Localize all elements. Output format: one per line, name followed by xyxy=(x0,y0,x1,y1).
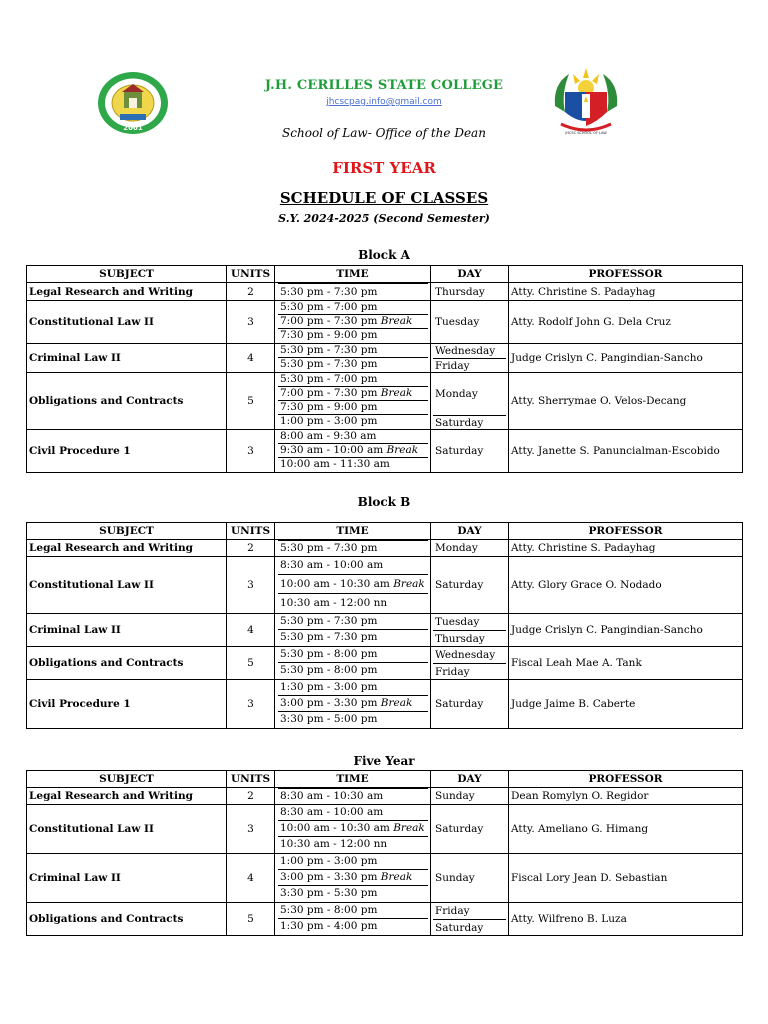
column-header-time: TIME xyxy=(275,266,431,283)
professor-cell: Fiscal Leah Mae A. Tank xyxy=(509,647,743,680)
table-row xyxy=(27,680,743,729)
day-label: Friday xyxy=(433,663,506,679)
units-cell: 4 xyxy=(227,854,275,903)
column-header-day: DAY xyxy=(431,266,509,283)
table-row xyxy=(27,373,743,430)
college-email-link[interactable]: jhcscpag.info@gmail.com xyxy=(326,97,442,107)
time-cell xyxy=(275,680,431,729)
year-level-title: FIRST YEAR xyxy=(332,159,436,177)
day-label: Sunday xyxy=(435,872,475,884)
time-cell xyxy=(275,854,431,903)
professor-cell: Judge Jaime B. Caberte xyxy=(509,680,743,729)
time-range: 10:30 am - 12:00 nn xyxy=(280,597,388,609)
day-label: Saturday xyxy=(435,579,484,591)
time-cell xyxy=(275,647,431,680)
professor-cell: Atty. Ameliano G. Himang xyxy=(509,805,743,854)
units-cell: 5 xyxy=(227,903,275,936)
time-range: 3:30 pm - 5:00 pm xyxy=(280,713,378,725)
column-header-professor: PROFESSOR xyxy=(509,523,743,540)
time-slot xyxy=(278,680,428,696)
day-cell xyxy=(431,854,509,903)
time-slot xyxy=(278,387,428,401)
time-slot xyxy=(278,540,428,556)
time-range: 5:30 pm - 7:30 pm xyxy=(280,542,378,554)
professor-cell: Fiscal Lory Jean D. Sebastian xyxy=(509,854,743,903)
time-slot xyxy=(278,415,428,429)
professor-cell: Atty. Janette S. Panuncialman-Escobido xyxy=(509,430,743,473)
units-cell: 5 xyxy=(227,647,275,680)
professor-cell: Atty. Christine S. Padayhag xyxy=(509,540,743,557)
column-header-subject: SUBJECT xyxy=(27,523,227,540)
time-range: 5:30 pm - 8:00 pm xyxy=(280,904,378,916)
time-range: 3:30 pm - 5:30 pm xyxy=(280,887,378,899)
time-slot xyxy=(278,401,428,415)
time-range: 10:00 am - 10:30 am xyxy=(280,578,390,590)
time-slot xyxy=(278,886,428,902)
time-slot xyxy=(278,344,428,358)
professor-cell: Judge Crislyn C. Pangindian-Sancho xyxy=(509,344,743,373)
day-label: Friday xyxy=(433,358,506,372)
time-slot xyxy=(278,696,428,712)
time-slot xyxy=(278,630,428,646)
time-slot xyxy=(278,805,428,821)
table-row xyxy=(27,854,743,903)
day-cell xyxy=(431,903,509,936)
subject-cell: Constitutional Law II xyxy=(27,557,227,614)
day-cell xyxy=(431,344,509,373)
schedule-title: SCHEDULE OF CLASSES xyxy=(279,189,489,207)
block-title: Block B xyxy=(357,495,411,509)
time-slot xyxy=(278,594,428,613)
office-title: School of Law- Office of the Dean xyxy=(282,126,486,140)
column-header-day: DAY xyxy=(431,523,509,540)
subject-cell: Civil Procedure 1 xyxy=(27,430,227,473)
day-cell xyxy=(431,540,509,557)
time-slot xyxy=(278,663,428,679)
day-cell xyxy=(431,680,509,729)
day-cell xyxy=(431,647,509,680)
table-row xyxy=(27,903,743,936)
time-range: 5:30 pm - 7:30 pm xyxy=(280,358,378,370)
time-range: 1:30 pm - 4:00 pm xyxy=(280,920,378,932)
subject-cell: Legal Research and Writing xyxy=(27,283,227,301)
column-header-units: UNITS xyxy=(227,771,275,788)
break-label: Break xyxy=(386,444,419,456)
day-cell xyxy=(431,788,509,805)
time-slot xyxy=(278,854,428,870)
time-cell xyxy=(275,344,431,373)
time-range: 7:00 pm - 7:30 pm xyxy=(280,387,378,399)
time-range: 10:00 am - 11:30 am xyxy=(280,458,390,470)
table-row xyxy=(27,283,743,301)
units-cell: 3 xyxy=(227,430,275,473)
time-range: 7:30 pm - 9:00 pm xyxy=(280,329,378,341)
time-slot xyxy=(278,358,428,372)
day-label: Monday xyxy=(435,542,478,554)
day-label: Wednesday xyxy=(435,649,496,661)
time-cell xyxy=(275,903,431,936)
table-row xyxy=(27,614,743,647)
subject-cell: Legal Research and Writing xyxy=(27,788,227,805)
units-cell: 3 xyxy=(227,557,275,614)
break-label: Break xyxy=(393,578,425,590)
time-range: 5:30 pm - 7:30 pm xyxy=(280,344,378,356)
time-range: 8:30 am - 10:00 am xyxy=(280,559,384,571)
time-range: 5:30 pm - 7:00 pm xyxy=(280,301,378,313)
table-row xyxy=(27,788,743,805)
column-header-time: TIME xyxy=(275,523,431,540)
time-range: 8:00 am - 9:30 am xyxy=(280,430,377,442)
time-range: 1:30 pm - 3:00 pm xyxy=(280,681,378,693)
time-slot xyxy=(278,919,428,935)
schedule-table xyxy=(26,770,743,936)
subject-cell: Obligations and Contracts xyxy=(27,903,227,936)
day-cell xyxy=(431,557,509,614)
schedule-table xyxy=(26,522,743,729)
units-cell: 2 xyxy=(227,540,275,557)
time-cell xyxy=(275,301,431,344)
time-range: 5:30 pm - 7:00 pm xyxy=(280,373,378,385)
day-label: Thursday xyxy=(435,285,485,298)
time-range: 5:30 pm - 7:30 pm xyxy=(280,286,378,298)
column-header-day: DAY xyxy=(431,771,509,788)
units-cell: 2 xyxy=(227,283,275,301)
column-header-units: UNITS xyxy=(227,266,275,283)
time-slot xyxy=(278,329,428,343)
professor-cell: Dean Romylyn O. Regidor xyxy=(509,788,743,805)
time-range: 7:00 pm - 7:30 pm xyxy=(280,315,378,327)
schedule-table xyxy=(26,265,743,473)
time-range: 5:30 pm - 7:30 pm xyxy=(280,631,378,643)
time-cell xyxy=(275,614,431,647)
professor-cell: Atty. Rodolf John G. Dela Cruz xyxy=(509,301,743,344)
time-range: 5:30 pm - 7:30 pm xyxy=(280,615,378,627)
day-cell xyxy=(431,614,509,647)
day-label: Friday xyxy=(435,905,470,917)
time-slot xyxy=(278,712,428,728)
units-cell: 3 xyxy=(227,301,275,344)
column-header-time: TIME xyxy=(275,771,431,788)
break-label: Break xyxy=(393,822,425,834)
time-slot xyxy=(278,283,428,300)
day-label: Sunday xyxy=(435,790,475,802)
time-slot xyxy=(278,788,428,804)
school-year-subtitle: S.Y. 2024-2025 (Second Semester) xyxy=(278,212,490,225)
break-label: Break xyxy=(380,697,413,709)
column-header-units: UNITS xyxy=(227,523,275,540)
time-cell xyxy=(275,788,431,805)
professor-cell: Judge Crislyn C. Pangindian-Sancho xyxy=(509,614,743,647)
time-slot xyxy=(278,557,428,575)
units-cell: 3 xyxy=(227,680,275,729)
time-cell xyxy=(275,805,431,854)
time-cell xyxy=(275,283,431,301)
professor-cell: Atty. Glory Grace O. Nodado xyxy=(509,557,743,614)
column-header-professor: PROFESSOR xyxy=(509,771,743,788)
units-cell: 3 xyxy=(227,805,275,854)
subject-cell: Civil Procedure 1 xyxy=(27,680,227,729)
time-range: 1:00 pm - 3:00 pm xyxy=(280,855,378,867)
day-cell xyxy=(431,805,509,854)
college-name: J.H. CERILLES STATE COLLEGE xyxy=(264,78,504,93)
subject-cell: Obligations and Contracts xyxy=(27,647,227,680)
units-cell: 5 xyxy=(227,373,275,430)
column-header-professor: PROFESSOR xyxy=(509,266,743,283)
time-slot xyxy=(278,373,428,387)
time-range: 3:00 pm - 3:30 pm xyxy=(280,697,378,709)
time-slot xyxy=(278,315,428,329)
time-range: 5:30 pm - 8:00 pm xyxy=(280,664,378,676)
day-label: Tuesday xyxy=(435,616,480,628)
time-cell xyxy=(275,540,431,557)
table-row xyxy=(27,301,743,344)
time-range: 9:30 am - 10:00 am xyxy=(280,444,384,456)
day-cell xyxy=(431,301,509,344)
table-header-row xyxy=(27,771,743,788)
day-cell xyxy=(431,430,509,473)
time-slot xyxy=(278,870,428,886)
column-header-subject: SUBJECT xyxy=(27,266,227,283)
time-range: 7:30 pm - 9:00 pm xyxy=(280,401,378,413)
table-row xyxy=(27,344,743,373)
seal-banner-text: JHCSC SCHOOL OF LAW xyxy=(565,131,607,135)
subject-cell: Criminal Law II xyxy=(27,854,227,903)
seal-year-text: 2001 xyxy=(123,124,143,132)
subject-cell: Legal Research and Writing xyxy=(27,540,227,557)
time-range: 1:00 pm - 3:00 pm xyxy=(280,415,378,427)
time-slot xyxy=(278,614,428,630)
subject-cell: Obligations and Contracts xyxy=(27,373,227,430)
day-label: Saturday xyxy=(435,698,484,710)
units-cell: 4 xyxy=(227,614,275,647)
table-header-row xyxy=(27,266,743,283)
subject-cell: Criminal Law II xyxy=(27,344,227,373)
subject-cell: Criminal Law II xyxy=(27,614,227,647)
time-cell xyxy=(275,557,431,614)
block-title: Block A xyxy=(358,248,410,262)
time-range: 5:30 pm - 8:00 pm xyxy=(280,648,378,660)
day-cell xyxy=(431,283,509,301)
day-label: Saturday xyxy=(433,919,506,935)
professor-cell: Atty. Christine S. Padayhag xyxy=(509,283,743,301)
day-label: Saturday xyxy=(435,445,484,457)
table-row xyxy=(27,540,743,557)
time-slot xyxy=(278,647,428,663)
time-range: 8:30 am - 10:00 am xyxy=(280,806,384,818)
table-header-row xyxy=(27,523,743,540)
time-cell xyxy=(275,430,431,473)
units-cell: 4 xyxy=(227,344,275,373)
time-slot xyxy=(278,575,428,594)
day-cell xyxy=(431,373,509,430)
day-label: Thursday xyxy=(433,630,506,646)
day-label: Wednesday xyxy=(435,345,496,357)
subject-cell: Constitutional Law II xyxy=(27,805,227,854)
break-label: Break xyxy=(380,387,413,399)
time-range: 3:00 pm - 3:30 pm xyxy=(280,871,378,883)
column-header-subject: SUBJECT xyxy=(27,771,227,788)
day-label: Saturday xyxy=(435,823,484,835)
time-range: 10:30 am - 12:00 nn xyxy=(280,838,388,850)
units-cell: 2 xyxy=(227,788,275,805)
time-cell xyxy=(275,373,431,430)
time-slot xyxy=(278,301,428,315)
professor-cell: Atty. Wilfreno B. Luza xyxy=(509,903,743,936)
table-row xyxy=(27,557,743,614)
block-title: Five Year xyxy=(353,754,415,768)
table-row xyxy=(27,430,743,473)
time-slot xyxy=(278,821,428,837)
day-label: Saturday xyxy=(433,415,506,429)
day-label: Monday xyxy=(435,388,478,400)
time-slot xyxy=(278,444,428,458)
time-slot xyxy=(278,430,428,444)
table-row xyxy=(27,647,743,680)
table-row xyxy=(27,805,743,854)
subject-cell: Constitutional Law II xyxy=(27,301,227,344)
time-range: 8:30 am - 10:30 am xyxy=(280,790,384,802)
break-label: Break xyxy=(380,315,413,327)
time-range: 10:00 am - 10:30 am xyxy=(280,822,390,834)
time-slot xyxy=(278,903,428,919)
day-label: Tuesday xyxy=(435,316,480,328)
time-slot xyxy=(278,837,428,853)
break-label: Break xyxy=(380,871,413,883)
time-slot xyxy=(278,458,428,472)
professor-cell: Atty. Sherrymae O. Velos-Decang xyxy=(509,373,743,430)
